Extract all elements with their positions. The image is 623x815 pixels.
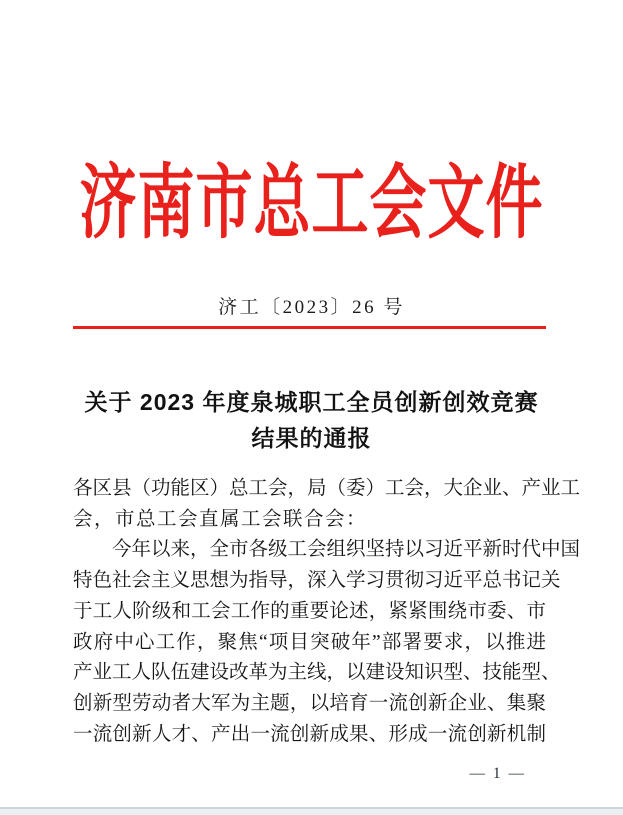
body-line: 于工人阶级和工会工作的重要论述，紧紧围绕市委、市 xyxy=(73,600,546,622)
document-title-line1: 关于 2023 年度泉城职工全员创新创效竞赛 xyxy=(84,389,539,415)
red-divider-line xyxy=(73,326,546,329)
document-body xyxy=(73,474,581,750)
body-line: 今年以来，全市各级工会组织坚持以习近平新时代中国 xyxy=(112,539,581,561)
document-title xyxy=(0,384,623,456)
body-line: 政府中心工作，聚焦“项目突破年”部署要求，以推进 xyxy=(73,631,546,653)
body-line: 特色社会主义思想为指导，深入学习贯彻习近平总书记关 xyxy=(73,570,561,592)
salutation-line: 会，市总工会直属工会联合会： xyxy=(73,508,368,530)
letterhead-title: 济南市总工会文件 xyxy=(79,158,544,250)
body-line: 创新型劳动者大军为主题，以培育一流创新企业、集聚 xyxy=(73,692,546,714)
document-number: 济工〔2023〕26 号 xyxy=(218,297,405,318)
body-line: 产业工人队伍建设改革为主线，以建设知识型、技能型、 xyxy=(73,662,561,684)
body-line: 一流创新人才、产出一流创新成果、形成一流创新机制 xyxy=(73,723,546,745)
salutation-line: 各区县（功能区）总工会，局（委）工会，大企业、产业工 xyxy=(73,478,581,499)
page-number: — 1 — xyxy=(469,765,526,782)
next-page-edge xyxy=(0,807,623,815)
document-title-line2: 结果的通报 xyxy=(251,425,372,451)
